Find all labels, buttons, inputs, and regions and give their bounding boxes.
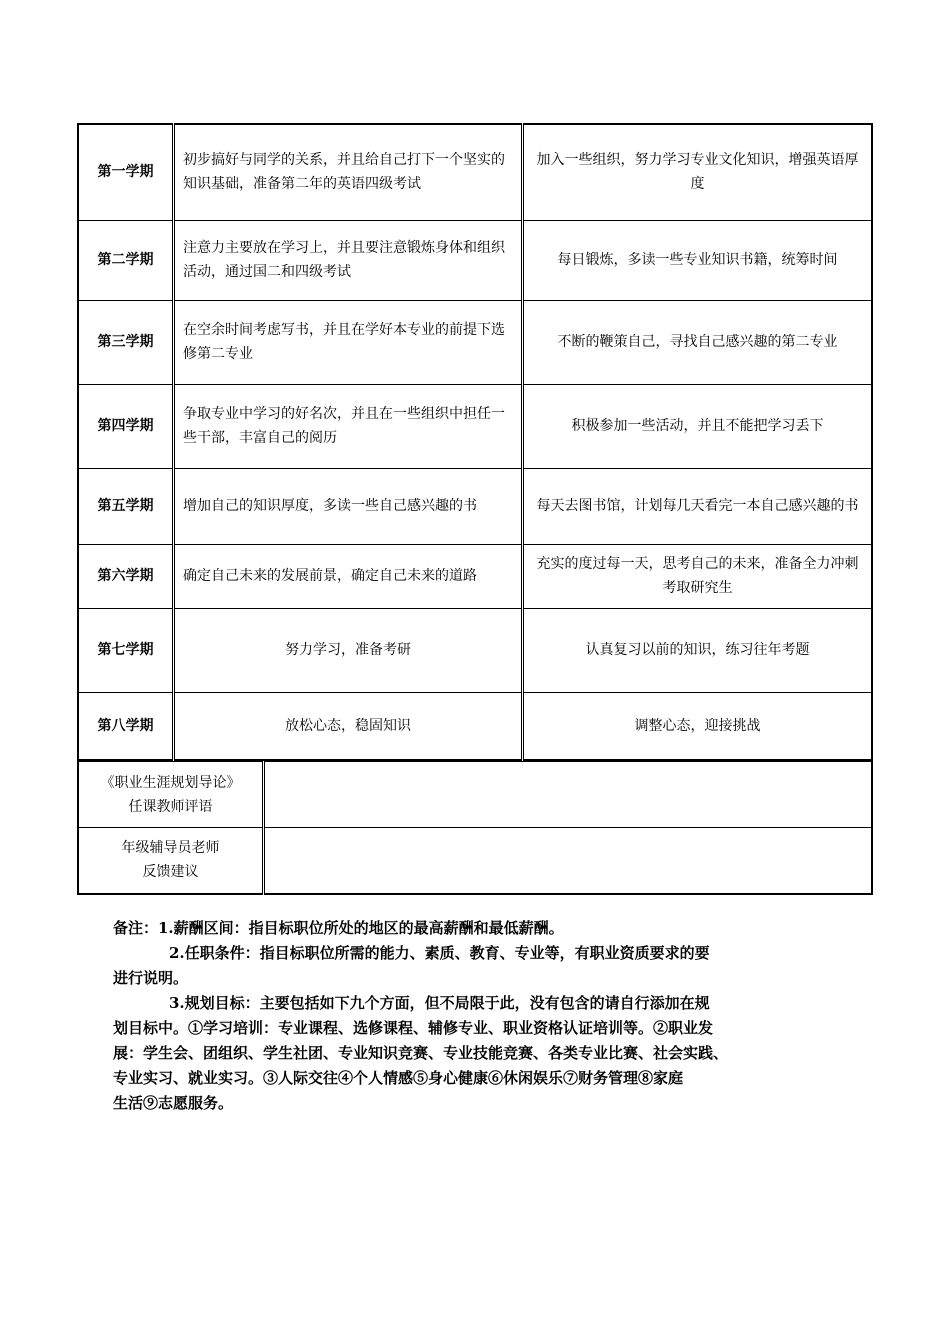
note-planning-goals-cont-1: 划目标中。①学习培训：专业课程、选修课程、辅修专业、职业资格认证培训等。②职业发 [113, 1019, 714, 1037]
table-row [78, 762, 872, 828]
teacher-comment-field[interactable] [264, 762, 873, 828]
term-cell: 第八学期 [78, 692, 174, 760]
action-cell: 每日锻炼，多读一些专业知识书籍，统筹时间 [523, 220, 873, 300]
table-row [78, 384, 872, 468]
table-row [78, 608, 872, 692]
note-planning-goals-cont-4: 生活⑨志愿服务。 [113, 1094, 234, 1112]
note-salary-range: 备注：1.薪酬区间：指目标职位所处的地区的最高薪酬和最低薪酬。 [113, 919, 564, 937]
counselor-feedback-label-line2: 反馈建议 [142, 864, 199, 881]
goal-cell: 确定自己未来的发展前景，确定自己未来的道路 [174, 544, 523, 608]
notes-section [113, 916, 843, 1116]
term-cell: 第一学期 [78, 124, 174, 220]
table-row [78, 544, 872, 608]
table-row [78, 124, 872, 220]
action-cell: 调整心态，迎接挑战 [523, 692, 873, 760]
counselor-feedback-field[interactable] [264, 828, 873, 894]
action-cell: 积极参加一些活动，并且不能把学习丢下 [523, 384, 873, 468]
goal-cell: 放松心态，稳固知识 [174, 692, 523, 760]
action-cell: 加入一些组织，努力学习专业文化知识，增强英语厚度 [523, 124, 873, 220]
table-row [78, 468, 872, 544]
note-planning-goals: 3.规划目标：主要包括如下九个方面，但不局限于此，没有包含的请自行添加在规 [169, 994, 710, 1012]
note-planning-goals-cont-3: 专业实习、就业实习。③人际交往④个人情感⑤身心健康⑥休闲娱乐⑦财务管理⑧家庭 [113, 1069, 684, 1087]
term-cell: 第三学期 [78, 300, 174, 384]
goal-cell: 注意力主要放在学习上，并且要注意锻炼身体和组织活动，通过国二和四级考试 [174, 220, 523, 300]
goal-cell: 增加自己的知识厚度，多读一些自己感兴趣的书 [174, 468, 523, 544]
table-row [78, 828, 872, 894]
goal-cell: 在空余时间考虑写书，并且在学好本专业的前提下选修第二专业 [174, 300, 523, 384]
semester-plan-table [77, 123, 873, 761]
action-cell: 充实的度过每一天，思考自己的未来，准备全力冲刺考取研究生 [523, 544, 873, 608]
goal-cell: 努力学习，准备考研 [174, 608, 523, 692]
table-row [78, 692, 872, 760]
table-row [78, 220, 872, 300]
career-plan-sheet [77, 123, 873, 895]
term-cell: 第四学期 [78, 384, 174, 468]
table-row [78, 300, 872, 384]
action-cell: 每天去图书馆，计划每几天看完一本自己感兴趣的书 [523, 468, 873, 544]
evaluation-table [77, 761, 873, 895]
note-requirements: 2.任职条件：指目标职位所需的能力、素质、教育、专业等，有职业资质要求的要 [169, 944, 710, 962]
note-planning-goals-cont-2: 展：学生会、团组织、学生社团、专业知识竞赛、专业技能竞赛、各类专业比赛、社会实践、 [113, 1044, 729, 1062]
note-requirements-cont: 进行说明。 [113, 969, 189, 987]
goal-cell: 初步搞好与同学的关系，并且给自己打下一个坚实的知识基础，准备第二年的英语四级考试 [174, 124, 523, 220]
term-cell: 第二学期 [78, 220, 174, 300]
counselor-feedback-label-line1: 年级辅导员老师 [121, 840, 220, 857]
teacher-comment-label-line1: 《职业生涯规划导论》 [100, 774, 241, 791]
term-cell: 第七学期 [78, 608, 174, 692]
term-cell: 第五学期 [78, 468, 174, 544]
term-cell: 第六学期 [78, 544, 174, 608]
goal-cell: 争取专业中学习的好名次，并且在一些组织中担任一些干部，丰富自己的阅历 [174, 384, 523, 468]
teacher-comment-label [78, 762, 264, 828]
action-cell: 认真复习以前的知识，练习往年考题 [523, 608, 873, 692]
counselor-feedback-label [78, 828, 264, 894]
action-cell: 不断的鞭策自己，寻找自己感兴趣的第二专业 [523, 300, 873, 384]
teacher-comment-label-line2: 任课教师评语 [128, 798, 213, 815]
